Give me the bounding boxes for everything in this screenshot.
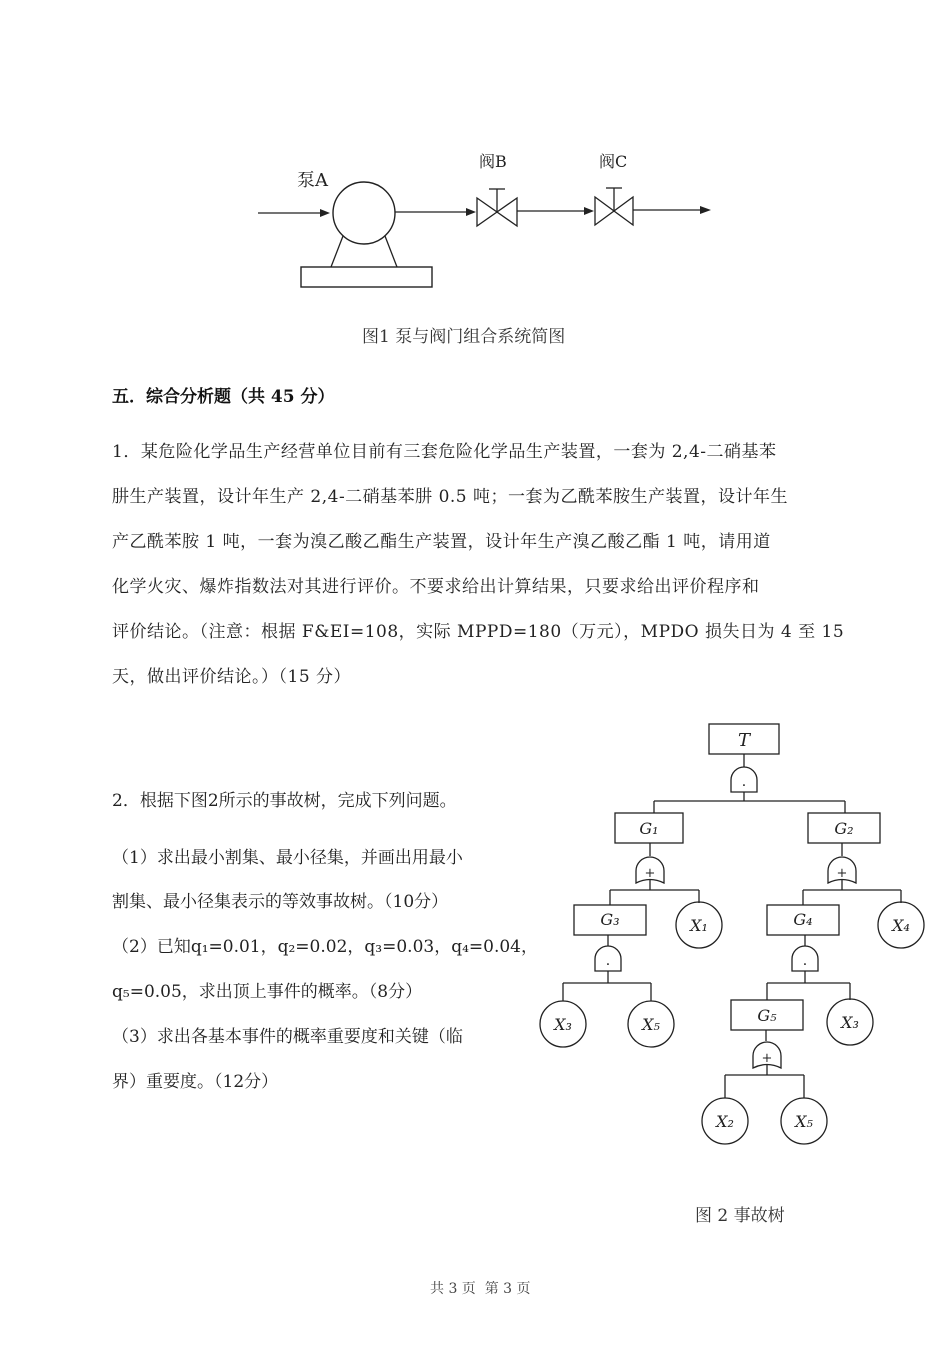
event-t-label: T <box>737 730 751 751</box>
valve-c-label: 阀C <box>599 152 628 171</box>
or-gate-g2-symbol: + <box>836 866 848 881</box>
q2-part2-line1: （2）已知q₁=0.01，q₂=0.02，q₃=0.03，q₄=0.04， <box>112 937 538 957</box>
and-gate-g3-symbol: · <box>605 957 611 973</box>
event-g2-label: G₂ <box>834 819 854 838</box>
or-gate-g5-symbol: + <box>761 1051 773 1066</box>
event-g5-label: G₅ <box>757 1006 777 1025</box>
q1-line: 化学火灾、爆炸指数法对其进行评价。不要求给出计算结果，只要求给出评价程序和 <box>112 577 760 597</box>
q2-part3-line2: 界）重要度。（12分） <box>112 1072 279 1092</box>
event-g3-label: G₃ <box>600 910 620 929</box>
q2-part3-line1: （3）求出各基本事件的概率重要度和关键（临 <box>112 1027 463 1047</box>
valve-b-label: 阀B <box>479 152 507 171</box>
and-gate-t-symbol: · <box>741 778 747 794</box>
event-x4-label: X₄ <box>892 916 910 935</box>
section-title: 五．综合分析题（共 45 分） <box>112 387 335 407</box>
figure2-caption: 图 2 事故树 <box>695 1206 785 1226</box>
event-x2-label: X₂ <box>716 1112 734 1131</box>
q1-line: 肼生产装置，设计年生产 2,4-二硝基苯肼 0.5 吨；一套为乙酰苯胺生产装置，设计年生 <box>112 487 789 507</box>
and-gate-g4-symbol: · <box>802 957 808 973</box>
q2-part1-line2: 割集、最小径集表示的等效事故树。（10分） <box>112 892 449 912</box>
event-x1-label: X₁ <box>690 916 708 935</box>
event-x5-label: X₅ <box>642 1015 660 1034</box>
figure1-caption: 图1 泵与阀门组合系统简图 <box>362 327 566 347</box>
q1-line: 1．某危险化学品生产经营单位目前有三套危险化学品生产装置，一套为 2,4-二硝基苯 <box>112 442 777 462</box>
pump-label: 泵A <box>297 170 328 191</box>
q2-intro: 2．根据下图2所示的事故树，完成下列问题。 <box>112 791 457 811</box>
event-g1-label: G₁ <box>639 819 659 838</box>
event-x3-label: X₃ <box>554 1015 572 1034</box>
q2-part2-line2: q₅=0.05，求出顶上事件的概率。（8分） <box>112 982 423 1002</box>
event-g4-label: G₄ <box>793 910 813 929</box>
q1-line: 产乙酰苯胺 1 吨，一套为溴乙酸乙酯生产装置，设计年生产溴乙酸乙酯 1 吨，请用道 <box>112 532 771 552</box>
q1-line: 评价结论。（注意：根据 F&EI=108，实际 MPPD=180（万元），MPDO 损失日为 4 至 15 <box>112 622 845 642</box>
q1-line: 天，做出评价结论。）（15 分） <box>112 667 352 687</box>
event-x3-label: X₃ <box>841 1013 859 1032</box>
or-gate-g1-symbol: + <box>644 866 656 881</box>
page-footer: 共 3 页 第 3 页 <box>430 1281 531 1297</box>
q2-part1-line1: （1）求出最小割集、最小径集，并画出用最小 <box>112 848 463 868</box>
event-x5-label: X₅ <box>795 1112 813 1131</box>
